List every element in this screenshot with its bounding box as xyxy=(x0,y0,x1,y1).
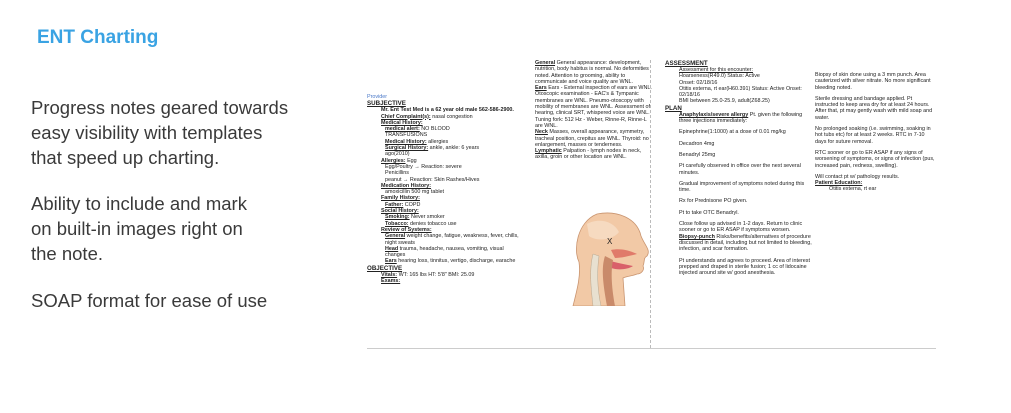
anaphylaxis xyxy=(665,112,813,125)
page-title: ENT Charting xyxy=(37,27,159,48)
bullet-line: Ability to include and mark xyxy=(31,193,247,214)
diagnosis-1-onset: Onset: 02/18/16 xyxy=(679,79,718,86)
label: medical alert: xyxy=(385,126,420,133)
medication-history: amoxicillin 500 mg tablet xyxy=(385,189,445,196)
plan-continued-column xyxy=(815,72,935,193)
sterile-dressing: Sterile dressing and bandage applied. Pt instructed to keep area dry for at least 24 hours. After that, pt may gently wash with mild soap and water. xyxy=(815,95,933,121)
value: Egg xyxy=(405,157,417,164)
bullet-built-in-images xyxy=(31,191,247,266)
epinephrine: Epinephrine(1:1000) at a dose of 0.01 mg/kg xyxy=(679,129,786,136)
patient-text: Mr. Ent Test Med is a 62 year old male 562-586-2900. xyxy=(381,107,514,114)
value: nasal congestion xyxy=(430,113,473,120)
label: Chief Complaint(s): xyxy=(381,113,431,120)
value: NO BLOOD xyxy=(419,126,450,133)
image-mark: X xyxy=(607,237,613,246)
label: Father: xyxy=(385,201,404,208)
exam-column xyxy=(535,60,653,161)
exam-general xyxy=(535,60,653,85)
value: ankle, ankle: 6 years xyxy=(428,145,480,152)
label: Vitals: xyxy=(381,271,398,278)
ros-ears xyxy=(367,258,525,264)
contact-results: Will contact pt w/ pathology results. xyxy=(815,173,900,180)
value: weight change, fatigue, weakness, fever, chills, night sweats xyxy=(385,233,519,246)
label: Medication History: xyxy=(381,182,432,189)
observed: Pt carefully observed in office over the next several minutes. xyxy=(679,163,801,176)
exam-neck xyxy=(535,129,653,148)
head-neck-anatomy-image[interactable] xyxy=(567,210,655,306)
label: General xyxy=(385,233,406,240)
label: Family History: xyxy=(381,195,420,202)
label: Lymphatic xyxy=(535,148,562,155)
understands: Pt understands and agrees to proceed. Area of interest prepped and draped in sterile fusion; 1 cc of lidocaine injected around site w/ good anesthesia. xyxy=(679,257,810,277)
label: Surgical History: xyxy=(385,145,429,152)
medical-alert-2: TRANSFUSIONS xyxy=(385,132,428,139)
label: Tobacco: xyxy=(385,220,409,227)
exams-label xyxy=(367,278,525,284)
biopsy-detail: Biopsy of skin done using a 3 mm punch. Area cauterized with silver nitrate. No more significant bleeding noted. xyxy=(815,72,931,91)
diagnosis-3: BMI between 25.0-25.9, adult(Z68.25) xyxy=(679,98,770,105)
assessment-heading: ASSESSMENT xyxy=(665,60,708,67)
value: hearing loss, tinnitus, vertigo, discharge, earache xyxy=(396,258,516,265)
biopsy-punch xyxy=(665,234,813,253)
bullet-line: on built-in images right on xyxy=(31,218,243,239)
label: Anaphylaxis/severe allergy xyxy=(679,111,749,118)
bullet-line: the note. xyxy=(31,243,104,264)
benadryl: Benadryl 25mg xyxy=(679,151,716,158)
subjective-heading: SUBJECTIVE xyxy=(367,100,406,108)
value: Palpation - lymph nodes in neck, axilla, groin or other location are WNL. xyxy=(535,148,642,161)
value: trauma, headache, nausea, vomiting, visual changes xyxy=(385,245,504,259)
bullet-progress-notes xyxy=(31,95,288,170)
value: denies tobacco use xyxy=(408,220,457,227)
value: COPD xyxy=(403,201,421,208)
label: Ears xyxy=(385,258,397,265)
surgical-history-2: ago(2010) xyxy=(385,151,410,158)
allergy-item: Egg/Poultry → Reaction: severe xyxy=(385,163,462,170)
label: Medical History: xyxy=(385,138,427,145)
value: Assessment for this encounter: xyxy=(679,67,754,73)
bullet-soap-format xyxy=(31,288,267,313)
bullet-line: Progress notes geared towards xyxy=(31,97,289,118)
label: General xyxy=(535,60,556,66)
exam-lymphatic xyxy=(535,148,653,161)
diagnosis-2: Otitis externa, rt ear(H60.391) Status: Active Onset: 02/18/16 xyxy=(679,85,802,99)
exam-ears xyxy=(535,85,653,129)
patient-education: Otitis externa, rt ear xyxy=(829,186,877,193)
rtc-sooner: RTC sooner or go to ER ASAP if any signs of worsening of symptoms, or signs of infection (pus, increased pain, redness, swelling). xyxy=(815,149,935,169)
plan-heading: PLAN xyxy=(665,104,682,112)
ros-head xyxy=(367,246,525,259)
label: Smoking: xyxy=(385,214,410,221)
allergy-item: peanut → Reaction: Skin Rashes/Hives xyxy=(385,176,480,183)
bullet-line: SOAP format for ease of use xyxy=(31,290,268,311)
label: Ears xyxy=(535,85,547,92)
label: Review of Systems: xyxy=(381,226,432,233)
improvement: Gradual improvement of symptoms noted during this time. xyxy=(679,180,805,194)
label: Allergies: xyxy=(381,157,406,164)
assessment-plan-column xyxy=(665,60,813,276)
no-soaking: No prolonged soaking (i.e. swimming, soaking in hot tubs etc) for at least 2 weeks. RTC in 7-10 days for suture removal. xyxy=(815,126,931,145)
rx: Rx for Prednisone PO given. xyxy=(679,198,748,205)
value: allergies xyxy=(426,138,449,145)
bullet-line: easy visibility with templates xyxy=(31,122,263,143)
label: Social History: xyxy=(381,208,419,215)
allergy-item: Penicillins xyxy=(385,170,409,177)
label: Neck xyxy=(535,129,548,136)
note-footer-line xyxy=(367,348,936,349)
progress-note-screenshot xyxy=(367,60,936,350)
value: Masses, overall appearance, symmetry, tracheal position, crepitus are WNL. Thyroid: no enlargement, masses or tenderness. xyxy=(535,129,649,148)
label: Biopsy-punch xyxy=(679,233,715,240)
value: Pt. given the following three injections immediately: xyxy=(679,111,803,125)
subjective-column xyxy=(367,94,525,284)
otc: Pt to take OTC Benadryl. xyxy=(679,209,739,216)
value: Ears - External inspection of ears are WNL. Otoscopic examination - EAC's & Tympanic membranes are WNL. Pneumo-otoscopy with mobility of membranes are WNL. Assessment of hearing, clinical SRT, whispered voice are WNL. Tuning fork: 512 Hz - Weber, Rinne-R, Rinne-L are WNL. xyxy=(535,85,652,129)
label: Head xyxy=(385,245,399,252)
label: Patient Education: xyxy=(815,180,863,187)
provider-label: Provider xyxy=(367,94,388,100)
value: Never smoker xyxy=(409,214,445,221)
objective-heading: OBJECTIVE xyxy=(367,264,403,272)
label: Exams: xyxy=(381,278,401,285)
decadron: Decadron 4mg xyxy=(679,140,715,147)
bullet-line: that speed up charting. xyxy=(31,147,220,168)
value: Risks/benefits/alternatives of procedure discussed in detail, including but not limited to bleeding, infection, and scar formation. xyxy=(679,233,812,253)
label: Medical History: xyxy=(381,119,423,126)
follow-up: Close follow up advised in 1-2 days. Return to clinic sooner or go to ER ASAP if symptoms worsen. xyxy=(679,221,803,234)
diagnosis-1: Hoarseness(R49.0) Status: Active xyxy=(679,73,760,80)
value: General appearance: development, nutrition, body habitus is normal. No deformities noted. Attention to grooming, ability to communicate and voice quality are WNL. xyxy=(535,60,649,85)
ros-general xyxy=(367,233,525,246)
value: WT: 165 lbs HT: 5'8" BMI: 25.09 xyxy=(397,271,475,278)
